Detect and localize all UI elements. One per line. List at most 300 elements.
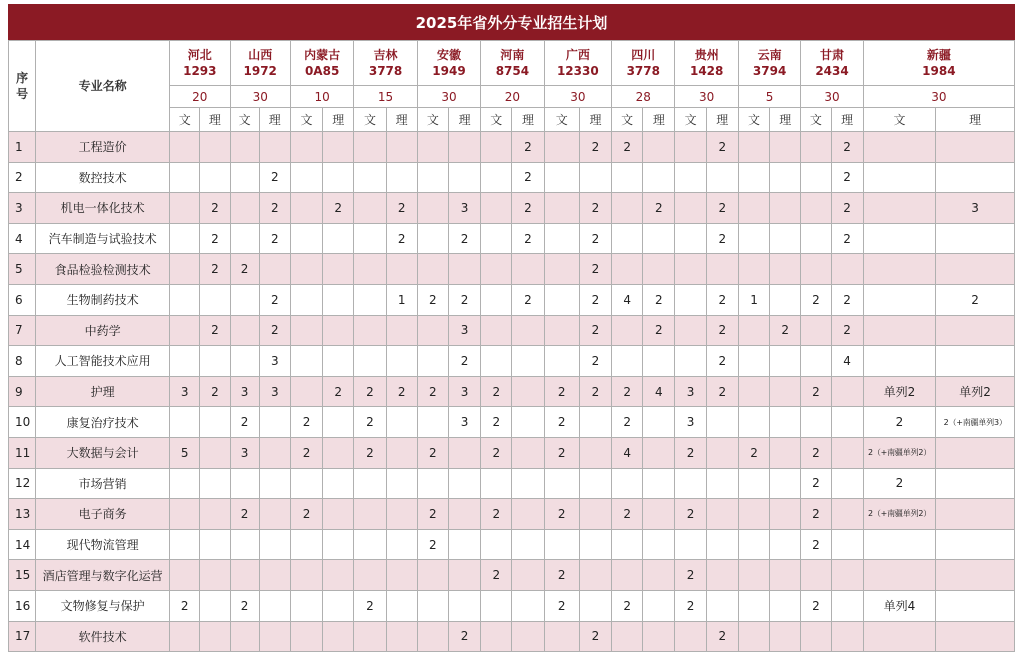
quota-cell	[738, 315, 769, 346]
province-quota: 28	[612, 86, 675, 108]
quota-cell	[386, 162, 417, 193]
row-major-name: 护理	[36, 376, 170, 407]
quota-cell	[230, 132, 259, 163]
province-name: 山西	[248, 48, 273, 62]
quota-cell: 2	[512, 193, 544, 224]
header-wen: 文	[612, 108, 643, 132]
quota-cell	[200, 499, 230, 530]
quota-cell	[481, 132, 512, 163]
row-seq: 5	[9, 254, 36, 285]
quota-cell	[643, 132, 675, 163]
quota-cell	[831, 254, 863, 285]
header-li: 理	[770, 108, 801, 132]
quota-cell: 2	[354, 590, 386, 621]
quota-cell	[675, 254, 706, 285]
quota-cell: 2	[579, 284, 611, 315]
quota-cell: 2	[386, 223, 417, 254]
quota-cell: 2	[386, 376, 417, 407]
quota-cell	[386, 560, 417, 591]
quota-cell	[936, 590, 1015, 621]
header-li: 理	[200, 108, 230, 132]
province-quota: 30	[801, 86, 863, 108]
quota-cell	[354, 560, 386, 591]
quota-cell: 4	[831, 346, 863, 377]
enrollment-table	[8, 40, 1015, 652]
row-major-name: 人工智能技术应用	[36, 346, 170, 377]
quota-cell	[230, 529, 259, 560]
quota-cell: 2	[612, 407, 643, 438]
quota-cell	[863, 346, 936, 377]
quota-cell: 3	[170, 376, 200, 407]
quota-cell	[170, 162, 200, 193]
quota-cell: 2（+南疆单列2）	[863, 437, 936, 468]
quota-cell	[706, 254, 738, 285]
province-name: 广西	[565, 48, 590, 62]
header-wen: 文	[417, 108, 448, 132]
quota-cell	[544, 315, 579, 346]
quota-cell	[863, 132, 936, 163]
quota-cell	[512, 437, 544, 468]
header-li: 理	[323, 108, 354, 132]
province-quota: 30	[863, 86, 1014, 108]
quota-cell	[544, 468, 579, 499]
quota-cell	[770, 223, 801, 254]
quota-cell	[544, 223, 579, 254]
quota-cell	[230, 560, 259, 591]
quota-cell	[481, 621, 512, 652]
quota-cell	[738, 621, 769, 652]
quota-cell	[544, 132, 579, 163]
quota-cell	[936, 621, 1015, 652]
quota-cell: 2	[386, 193, 417, 224]
row-seq: 9	[9, 376, 36, 407]
quota-cell: 2	[831, 284, 863, 315]
quota-cell	[512, 315, 544, 346]
quota-cell	[354, 284, 386, 315]
quota-cell	[831, 529, 863, 560]
province-quota: 20	[170, 86, 230, 108]
row-major-name: 现代物流管理	[36, 529, 170, 560]
quota-cell: 2	[417, 284, 448, 315]
quota-cell	[643, 529, 675, 560]
quota-cell	[675, 284, 706, 315]
quota-cell	[323, 223, 354, 254]
quota-cell	[738, 560, 769, 591]
quota-cell	[448, 254, 480, 285]
header-seq: 序 号	[9, 41, 36, 132]
quota-cell: 2	[259, 193, 290, 224]
quota-cell	[936, 162, 1015, 193]
header-li: 理	[259, 108, 290, 132]
province-code: 8754	[495, 64, 530, 78]
header-wen: 文	[863, 108, 936, 132]
quota-cell	[170, 254, 200, 285]
header-wen: 文	[675, 108, 706, 132]
row-seq: 3	[9, 193, 36, 224]
quota-cell	[738, 468, 769, 499]
province-name: 河北	[187, 48, 212, 62]
quota-cell	[448, 560, 480, 591]
quota-cell	[448, 162, 480, 193]
page-title: 2025年省外分专业招生计划	[8, 4, 1015, 40]
quota-cell	[323, 621, 354, 652]
quota-cell	[770, 254, 801, 285]
table-row	[9, 132, 1015, 163]
quota-cell	[512, 376, 544, 407]
quota-cell	[579, 437, 611, 468]
quota-cell	[770, 590, 801, 621]
quota-cell	[675, 529, 706, 560]
quota-cell	[675, 223, 706, 254]
header-wen: 文	[230, 108, 259, 132]
quota-cell: 2	[512, 132, 544, 163]
quota-cell: 2	[200, 223, 230, 254]
quota-cell	[675, 468, 706, 499]
quota-cell	[290, 315, 322, 346]
quota-cell	[354, 254, 386, 285]
quota-cell	[259, 132, 290, 163]
quota-cell: 2	[738, 437, 769, 468]
quota-cell: 2	[481, 499, 512, 530]
header-province	[290, 41, 353, 86]
quota-cell	[738, 223, 769, 254]
province-code: 1293	[183, 64, 217, 78]
quota-cell	[863, 223, 936, 254]
quota-cell	[200, 529, 230, 560]
quota-cell	[170, 132, 200, 163]
province-name: 四川	[631, 48, 656, 62]
quota-cell	[259, 529, 290, 560]
row-seq: 12	[9, 468, 36, 499]
quota-cell	[863, 254, 936, 285]
quota-cell	[770, 132, 801, 163]
quota-cell	[770, 560, 801, 591]
quota-cell	[448, 437, 480, 468]
quota-cell: 4	[643, 376, 675, 407]
quota-cell	[200, 590, 230, 621]
row-major-name: 市场营销	[36, 468, 170, 499]
quota-cell	[259, 590, 290, 621]
header-major-name: 专业名称	[36, 41, 170, 132]
quota-cell: 2	[481, 376, 512, 407]
quota-cell	[643, 437, 675, 468]
row-seq: 13	[9, 499, 36, 530]
quota-cell: 2	[323, 376, 354, 407]
quota-cell: 2	[579, 223, 611, 254]
quota-cell	[417, 590, 448, 621]
quota-cell	[675, 193, 706, 224]
quota-cell	[801, 346, 831, 377]
quota-cell: 2	[675, 437, 706, 468]
quota-cell	[643, 254, 675, 285]
quota-cell	[417, 560, 448, 591]
quota-cell	[831, 437, 863, 468]
quota-cell	[170, 193, 200, 224]
quota-cell: 2	[481, 437, 512, 468]
quota-cell	[512, 621, 544, 652]
quota-cell: 2	[675, 590, 706, 621]
quota-cell	[200, 132, 230, 163]
quota-cell: 2	[612, 499, 643, 530]
row-seq: 10	[9, 407, 36, 438]
quota-cell: 2	[230, 499, 259, 530]
quota-cell	[417, 223, 448, 254]
quota-cell: 2	[706, 376, 738, 407]
province-code: 3778	[626, 64, 660, 78]
quota-cell	[259, 254, 290, 285]
quota-cell	[675, 162, 706, 193]
quota-cell: 2	[448, 621, 480, 652]
row-seq: 17	[9, 621, 36, 652]
quota-cell	[643, 560, 675, 591]
quota-cell	[738, 162, 769, 193]
quota-cell	[770, 437, 801, 468]
quota-cell: 3	[259, 376, 290, 407]
quota-cell	[706, 468, 738, 499]
quota-cell: 2	[544, 437, 579, 468]
quota-cell	[417, 407, 448, 438]
quota-cell	[675, 132, 706, 163]
quota-cell: 2（+南疆单列2）	[863, 499, 936, 530]
quota-cell	[481, 162, 512, 193]
quota-cell	[738, 590, 769, 621]
quota-cell	[354, 621, 386, 652]
header-li: 理	[448, 108, 480, 132]
quota-cell: 2	[290, 437, 322, 468]
quota-cell	[612, 468, 643, 499]
quota-cell: 2	[706, 315, 738, 346]
header-li: 理	[579, 108, 611, 132]
header-wen: 文	[170, 108, 200, 132]
quota-cell: 1	[386, 284, 417, 315]
row-seq: 6	[9, 284, 36, 315]
quota-cell	[230, 346, 259, 377]
quota-cell	[770, 499, 801, 530]
quota-cell	[863, 162, 936, 193]
quota-cell	[354, 193, 386, 224]
quota-cell	[448, 132, 480, 163]
header-province	[544, 41, 611, 86]
quota-cell: 2	[643, 315, 675, 346]
quota-cell	[170, 621, 200, 652]
row-major-name: 汽车制造与试验技术	[36, 223, 170, 254]
quota-cell	[643, 590, 675, 621]
quota-cell	[170, 560, 200, 591]
header-province	[230, 41, 290, 86]
quota-cell: 2	[612, 590, 643, 621]
quota-cell: 3	[230, 437, 259, 468]
quota-cell	[354, 529, 386, 560]
quota-cell	[323, 284, 354, 315]
quota-cell	[831, 468, 863, 499]
quota-cell	[290, 346, 322, 377]
row-major-name: 中药学	[36, 315, 170, 346]
header-wen: 文	[290, 108, 322, 132]
quota-cell: 2	[801, 590, 831, 621]
quota-cell	[512, 468, 544, 499]
quota-cell: 2	[354, 376, 386, 407]
row-major-name: 康复治疗技术	[36, 407, 170, 438]
province-name: 甘肃	[820, 48, 845, 62]
quota-cell	[831, 590, 863, 621]
quota-cell	[831, 560, 863, 591]
province-code: 12330	[556, 64, 599, 78]
quota-cell: 2（+南疆单列3）	[936, 407, 1015, 438]
quota-cell	[323, 162, 354, 193]
quota-cell	[290, 284, 322, 315]
quota-cell: 2	[706, 132, 738, 163]
quota-cell	[770, 162, 801, 193]
table-row	[9, 621, 1015, 652]
province-quota: 10	[290, 86, 353, 108]
row-major-name: 酒店管理与数字化运营	[36, 560, 170, 591]
quota-cell	[612, 529, 643, 560]
quota-cell: 2	[801, 468, 831, 499]
quota-cell: 2	[544, 499, 579, 530]
quota-cell	[863, 315, 936, 346]
quota-cell: 2	[512, 162, 544, 193]
quota-cell: 2	[354, 407, 386, 438]
quota-cell	[579, 560, 611, 591]
quota-cell	[200, 162, 230, 193]
quota-cell	[481, 284, 512, 315]
quota-cell: 2	[512, 284, 544, 315]
quota-cell: 2	[579, 254, 611, 285]
quota-cell	[417, 132, 448, 163]
quota-cell	[386, 499, 417, 530]
header-li: 理	[936, 108, 1015, 132]
quota-cell	[512, 407, 544, 438]
quota-cell: 2	[770, 315, 801, 346]
province-code: 1949	[432, 64, 466, 78]
province-name: 安徽	[436, 48, 461, 62]
quota-cell: 2	[544, 376, 579, 407]
quota-cell	[386, 590, 417, 621]
quota-cell: 2	[831, 132, 863, 163]
quota-cell	[170, 223, 200, 254]
quota-cell	[863, 529, 936, 560]
quota-cell	[801, 560, 831, 591]
quota-cell	[643, 621, 675, 652]
quota-cell	[738, 254, 769, 285]
quota-cell	[936, 560, 1015, 591]
quota-cell: 2	[290, 407, 322, 438]
quota-cell	[770, 529, 801, 560]
quota-cell	[200, 560, 230, 591]
quota-cell	[612, 621, 643, 652]
enrollment-plan-document	[8, 4, 1015, 652]
quota-cell	[770, 621, 801, 652]
quota-cell	[675, 315, 706, 346]
quota-cell	[323, 132, 354, 163]
quota-cell	[579, 162, 611, 193]
header-province	[612, 41, 675, 86]
quota-cell	[675, 346, 706, 377]
quota-cell	[643, 468, 675, 499]
quota-cell	[481, 193, 512, 224]
quota-cell	[290, 223, 322, 254]
province-name: 内蒙古	[304, 48, 341, 62]
table-row	[9, 376, 1015, 407]
quota-cell	[230, 621, 259, 652]
table-row	[9, 162, 1015, 193]
quota-cell: 2	[230, 254, 259, 285]
quota-cell	[481, 468, 512, 499]
quota-cell	[831, 499, 863, 530]
quota-cell	[323, 468, 354, 499]
quota-cell	[643, 162, 675, 193]
quota-cell: 2	[675, 560, 706, 591]
quota-cell: 2	[706, 346, 738, 377]
quota-cell	[706, 590, 738, 621]
province-name: 新疆	[926, 48, 951, 62]
province-name: 吉林	[373, 48, 398, 62]
quota-cell	[230, 193, 259, 224]
quota-cell: 2	[675, 499, 706, 530]
quota-cell	[675, 621, 706, 652]
quota-cell: 单列2	[863, 376, 936, 407]
quota-cell: 2	[448, 346, 480, 377]
quota-cell	[512, 590, 544, 621]
quota-cell	[354, 346, 386, 377]
quota-cell	[579, 407, 611, 438]
quota-cell	[481, 315, 512, 346]
header-li: 理	[706, 108, 738, 132]
quota-cell	[863, 621, 936, 652]
quota-cell: 4	[612, 284, 643, 315]
quota-cell	[706, 529, 738, 560]
quota-cell	[290, 193, 322, 224]
quota-cell	[259, 560, 290, 591]
quota-cell	[579, 590, 611, 621]
quota-cell: 2	[417, 499, 448, 530]
quota-cell	[738, 132, 769, 163]
quota-cell	[230, 468, 259, 499]
quota-cell: 2	[801, 437, 831, 468]
quota-cell	[290, 468, 322, 499]
quota-cell	[386, 621, 417, 652]
quota-cell	[200, 346, 230, 377]
header-province	[738, 41, 800, 86]
header-wen: 文	[354, 108, 386, 132]
table-row	[9, 223, 1015, 254]
quota-cell	[417, 468, 448, 499]
quota-cell	[770, 468, 801, 499]
province-code: 3778	[368, 64, 403, 78]
quota-cell	[386, 254, 417, 285]
quota-cell	[290, 529, 322, 560]
quota-cell	[354, 499, 386, 530]
row-seq: 7	[9, 315, 36, 346]
quota-cell: 2	[643, 193, 675, 224]
quota-cell	[290, 162, 322, 193]
quota-cell	[259, 621, 290, 652]
quota-cell	[481, 223, 512, 254]
quota-cell: 2	[259, 162, 290, 193]
quota-cell	[770, 346, 801, 377]
province-quota: 30	[675, 86, 738, 108]
quota-cell	[706, 560, 738, 591]
quota-cell	[323, 499, 354, 530]
quota-cell: 2	[481, 407, 512, 438]
quota-cell	[579, 529, 611, 560]
quota-cell	[448, 499, 480, 530]
province-code: 1972	[243, 64, 277, 78]
quota-cell	[863, 560, 936, 591]
quota-cell	[323, 437, 354, 468]
quota-cell: 2	[579, 376, 611, 407]
quota-cell: 2	[259, 223, 290, 254]
